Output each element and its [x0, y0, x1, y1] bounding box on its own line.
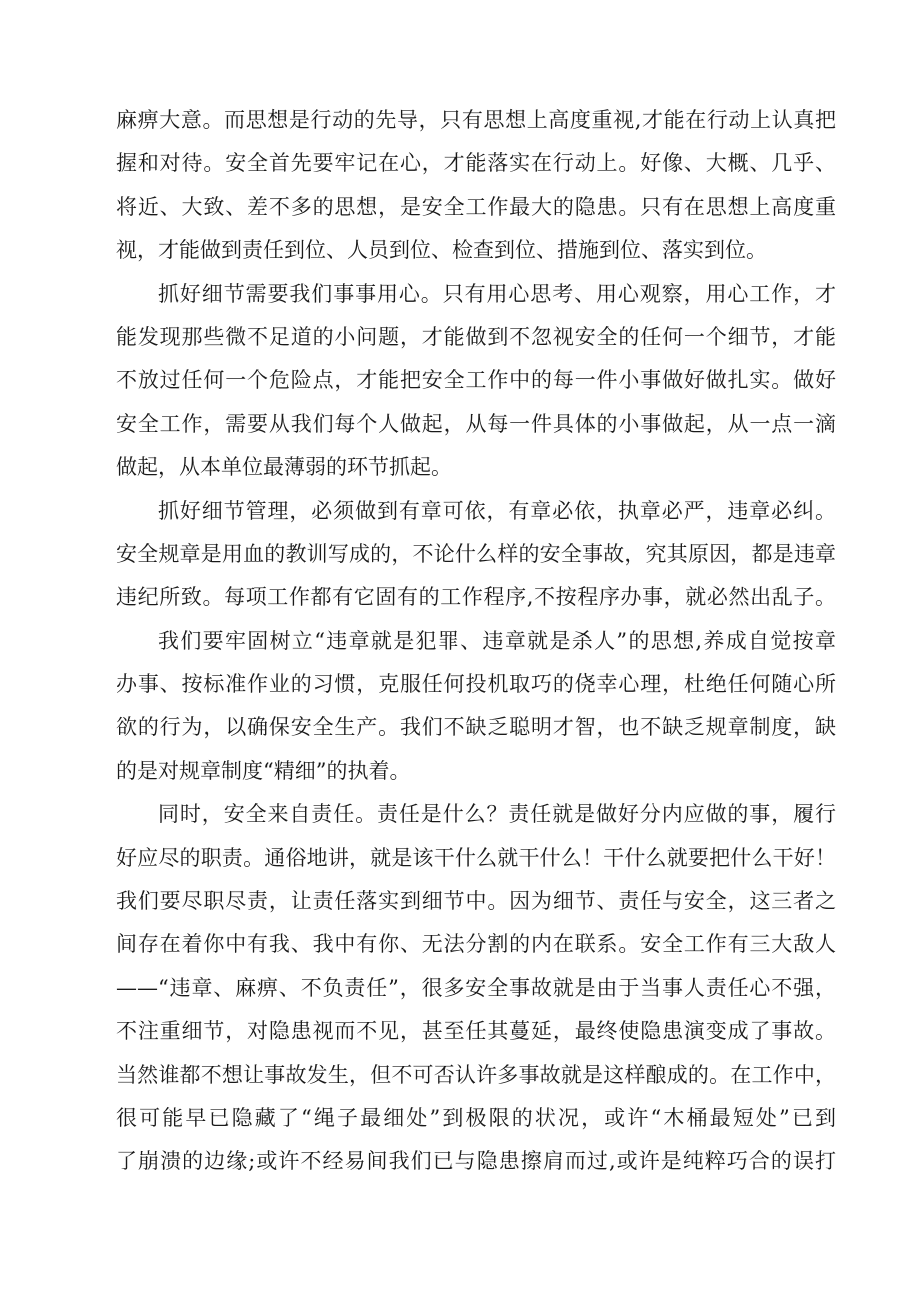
- text-line: 握和对待。安全首先要牢记在心，才能落实在行动上。好像、大概、几乎、: [116, 151, 836, 176]
- paragraph-end-line: 做起，从本单位最薄弱的环节抓起。: [116, 455, 452, 480]
- text-line: 将近、大致、差不多的思想，是安全工作最大的隐患。只有在思想上高度重: [116, 194, 836, 219]
- text-line: 欲的行为，以确保安全生产。我们不缺乏聪明才智，也不缺乏规章制度，缺: [116, 715, 836, 740]
- text-line: 间存在着你中有我、我中有你、无法分割的内在联系。安全工作有三大敌人: [116, 932, 836, 957]
- text-line: 好应尽的职责。通俗地讲，就是该干什么就干什么！干什么就要把什么干好！: [116, 845, 836, 870]
- paragraph-first-line: 同时，安全来自责任。责任是什么？责任就是做好分内应做的事，履行: [158, 802, 836, 827]
- text-line: 安全规章是用血的教训写成的，不论什么样的安全事故，究其原因，都是违章: [116, 541, 836, 566]
- text-line: 很可能早已隐藏了“绳子最细处”到极限的状况，或许“木桶最短处”已到: [116, 1105, 836, 1130]
- text-line: 办事、按标准作业的习惯，克服任何投机取巧的侥幸心理，杜绝任何随心所: [116, 672, 836, 697]
- paragraph-first-line: 抓好细节管理，必须做到有章可依，有章必依，执章必严，违章必纠。: [158, 498, 836, 523]
- text-line: 不注重细节，对隐患视而不见，甚至任其蔓延，最终使隐患演变成了事故。: [116, 1019, 836, 1044]
- text-line: 安全工作，需要从我们每个人做起，从每一件具体的小事做起，从一点一滴: [116, 411, 836, 436]
- text-line: 我们要尽职尽责，让责任落实到细节中。因为细节、责任与安全，这三者之: [116, 889, 836, 914]
- paragraph-first-line: 我们要牢固树立“违章就是犯罪、违章就是杀人”的思想,养成自觉按章: [158, 628, 836, 653]
- text-line: 不放过任何一个危险点，才能把安全工作中的每一件小事做好做扎实。做好: [116, 368, 836, 393]
- text-line: 麻痹大意。而思想是行动的先导，只有思想上高度重视,才能在行动上认真把: [116, 108, 836, 132]
- text-line: 当然谁都不想让事故发生，但不可否认许多事故就是这样酿成的。在工作中，: [116, 1062, 836, 1087]
- text-line: 能发现那些微不足道的小问题，才能做到不忽视安全的任何一个细节，才能: [116, 324, 836, 349]
- paragraph-end-line: 违纪所致。每项工作都有它固有的工作程序,不按程序办事，就必然出乱子。: [116, 585, 836, 610]
- paragraph-end-line: 的是对规章制度“精细”的执着。: [116, 758, 411, 783]
- text-line: 了崩溃的边缘;或许不经易间我们已与隐患擦肩而过,或许是纯粹巧合的误打: [116, 1149, 836, 1174]
- document-body: [116, 99, 836, 1184]
- paragraph-first-line: 抓好细节需要我们事事用心。只有用心思考、用心观察，用心工作，才: [158, 281, 836, 306]
- paragraph-end-line: 视，才能做到责任到位、人员到位、检查到位、措施到位、落实到位。: [116, 238, 767, 263]
- text-line: ——“违章、麻痹、不负责任”，很多安全事故就是由于当事人责任心不强，: [116, 975, 836, 1000]
